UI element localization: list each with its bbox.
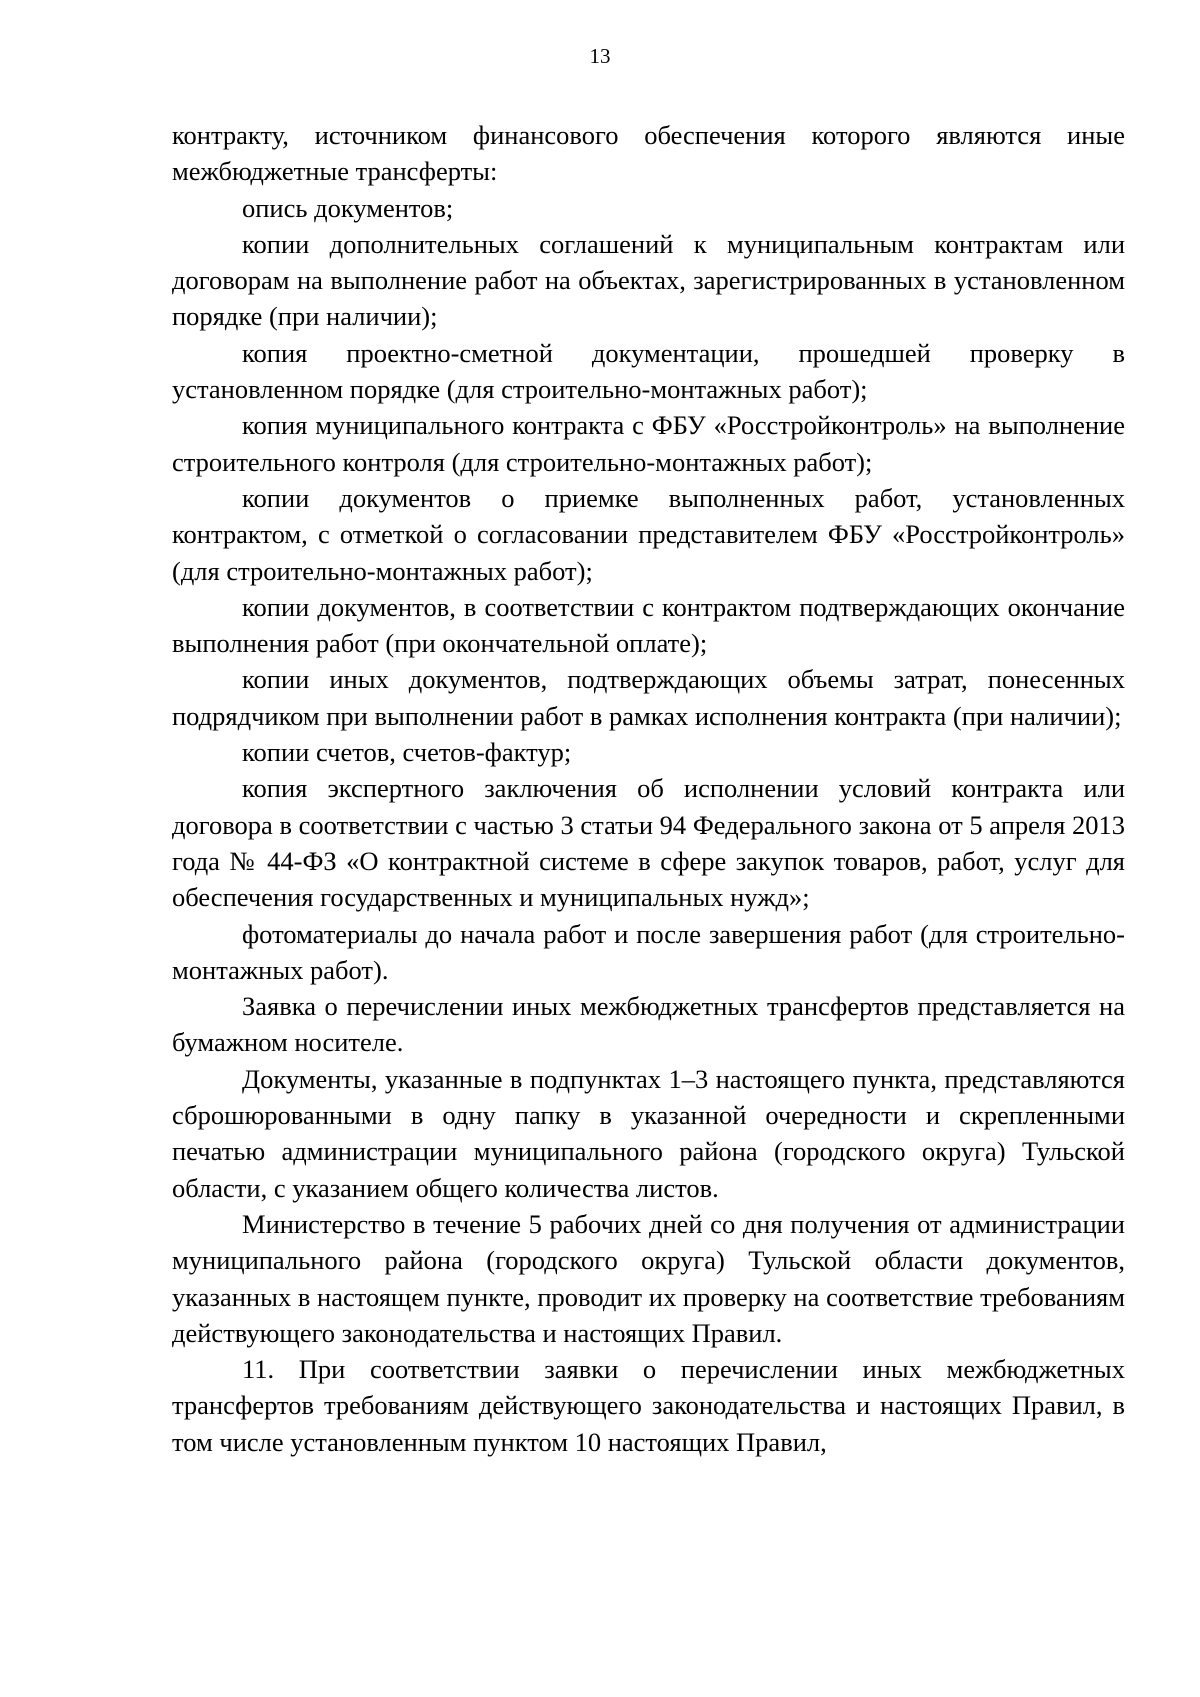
paragraph-construction-control-contract: копия муниципального контракта с ФБУ «Росстройконтроль» на выполнение строительного контроля (для строительно-монтажных работ); bbox=[172, 410, 1125, 477]
page-number: 13 bbox=[589, 44, 611, 68]
paragraph-additional-agreements: копии дополнительных соглашений к муниципальным контрактам или договорам на выполнение работ на объектах, зарегистрированных в установленном порядке (при наличии); bbox=[172, 228, 1125, 332]
paragraph-document-list: опись документов; bbox=[242, 192, 454, 223]
paragraph-continuation: контракту, источником финансового обеспечения которого являются иные межбюджетные трансферты: bbox=[172, 120, 1125, 187]
paragraph-acceptance-documents: копии документов о приемке выполненных работ, установленных контрактом, с отметкой о согласовании представителем ФБУ «Росстройконтроль» (для строительно-монтажных работ); bbox=[172, 482, 1125, 586]
paragraph-ministry-review: Министерство в течение 5 рабочих дней со дня получения от администрации муниципального района (городского округа) Тульской области документов, указанных в настоящем пункте, проводит их проверку на соответствие требованиям действующего законодательства и настоящих Правил. bbox=[172, 1208, 1125, 1348]
paragraph-expert-conclusion: копия экспертного заключения об исполнении условий контракта или договора в соответствии с частью 3 статьи 94 Федерального закона от 5 апреля 2013 года № 44-ФЗ «О контрактной системе в сфере закупок товаров, работ, услуг для обеспечения государственных и муниципальных нужд»; bbox=[172, 773, 1125, 913]
paragraph-invoices: копии счетов, счетов-фактур; bbox=[242, 737, 572, 768]
paragraph-design-estimate: копия проектно-сметной документации, прошедшей проверку в установленном порядке (для строительно-монтажных работ); bbox=[172, 337, 1125, 405]
document-body bbox=[172, 117, 1125, 1460]
paragraph-completion-documents: копии документов, в соответствии с контрактом подтверждающих окончание выполнения работ (при окончательной оплате); bbox=[172, 591, 1125, 659]
paragraph-cost-documents: копии иных документов, подтверждающих объемы затрат, понесенных подрядчиком при выполнении работ в рамках исполнения контракта (при наличии); bbox=[172, 664, 1125, 731]
paragraph-documents-bound: Документы, указанные в подпунктах 1–3 настоящего пункта, представляются сброшюрованными в одну папку в указанной очередности и скрепленными печатью администрации муниципального района (городского округа) Тульской области, с указанием общего количества листов. bbox=[172, 1063, 1125, 1203]
paragraph-photo-materials: фотоматериалы до начала работ и после завершения работ (для строительно-монтажных работ). bbox=[172, 918, 1125, 985]
paragraph-application-paper: Заявка о перечислении иных межбюджетных трансфертов представляется на бумажном носителе. bbox=[172, 991, 1125, 1058]
paragraph-item-11: 11. При соответствии заявки о перечислении иных межбюджетных трансфертов требованиям действующего законодательства и настоящих Правил, в том числе установленным пунктом 10 настоящих Правил, bbox=[172, 1354, 1125, 1457]
